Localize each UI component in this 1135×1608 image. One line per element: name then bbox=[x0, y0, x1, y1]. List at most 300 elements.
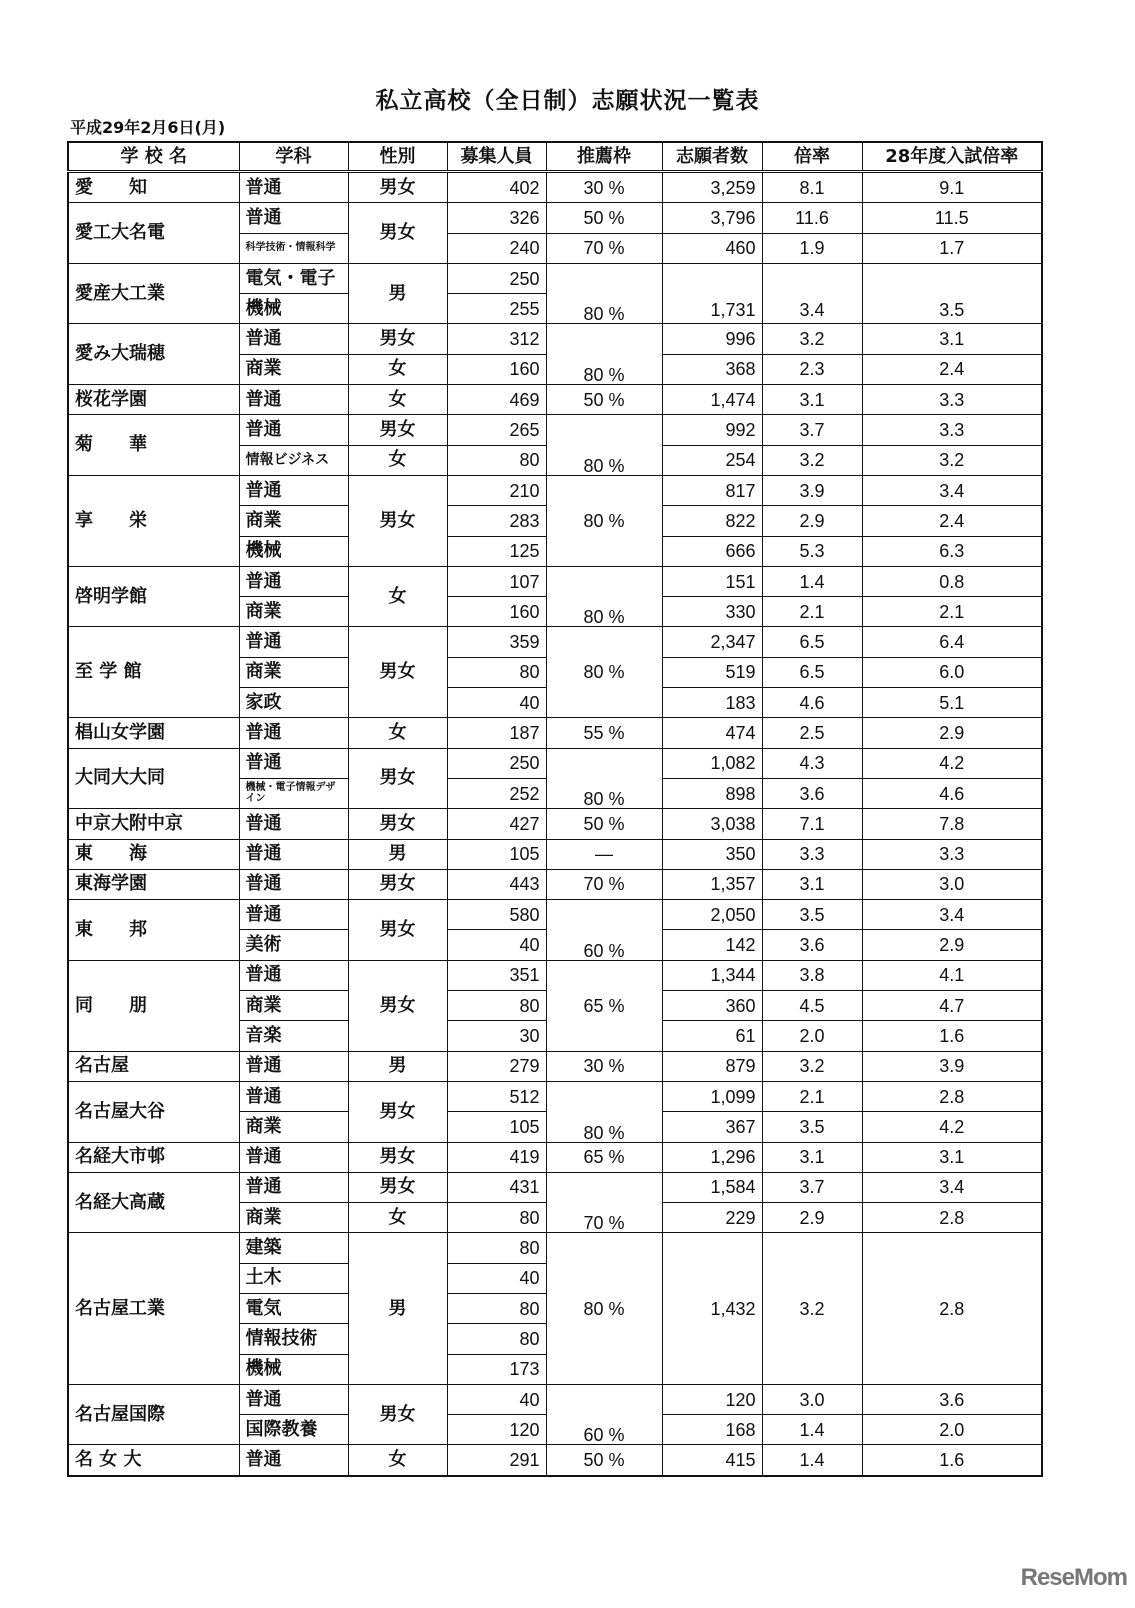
rate: 3.2 bbox=[762, 445, 862, 475]
dept: 商業 bbox=[239, 657, 348, 687]
prev-rate: 6.4 bbox=[862, 627, 1042, 657]
rate: 3.8 bbox=[762, 960, 862, 990]
applicants: 879 bbox=[662, 1051, 762, 1081]
rate: 3.5 bbox=[762, 1112, 862, 1142]
table-row bbox=[68, 172, 1042, 203]
capacity: 80 bbox=[447, 657, 546, 687]
capacity: 469 bbox=[447, 385, 546, 415]
capacity: 312 bbox=[447, 324, 546, 354]
col-rate: 倍率 bbox=[762, 142, 862, 172]
dept: 普通 bbox=[239, 415, 348, 445]
recommend: 60 % bbox=[546, 900, 662, 961]
rate: 3.2 bbox=[762, 1233, 862, 1384]
capacity: 173 bbox=[447, 1354, 546, 1384]
applicants: 474 bbox=[662, 718, 762, 748]
gender: 男 bbox=[348, 1233, 447, 1384]
prev-rate: 1.6 bbox=[862, 1445, 1042, 1476]
applicants: 3,259 bbox=[662, 172, 762, 203]
header-row bbox=[68, 142, 1042, 172]
rate: 3.7 bbox=[762, 415, 862, 445]
capacity: 250 bbox=[447, 748, 546, 778]
capacity: 279 bbox=[447, 1051, 546, 1081]
school-name: 中京大附中京 bbox=[68, 809, 239, 839]
applicants: 330 bbox=[662, 597, 762, 627]
capacity: 402 bbox=[447, 172, 546, 203]
table-row bbox=[68, 748, 1042, 778]
applicants: 3,796 bbox=[662, 203, 762, 233]
capacity: 210 bbox=[447, 475, 546, 505]
table-row bbox=[68, 960, 1042, 990]
gender: 男女 bbox=[348, 869, 447, 899]
recommend: 30 % bbox=[546, 172, 662, 203]
applicants: 368 bbox=[662, 354, 762, 384]
capacity: 80 bbox=[447, 991, 546, 1021]
prev-rate: 5.1 bbox=[862, 688, 1042, 718]
applicants: 120 bbox=[662, 1384, 762, 1414]
recommend: 50 % bbox=[546, 1445, 662, 1476]
prev-rate: 4.1 bbox=[862, 960, 1042, 990]
recommend: 65 % bbox=[546, 1142, 662, 1172]
dept: 普通 bbox=[239, 839, 348, 869]
rate: 4.5 bbox=[762, 991, 862, 1021]
applicants: 992 bbox=[662, 415, 762, 445]
rate: 2.9 bbox=[762, 1203, 862, 1233]
dept: 普通 bbox=[239, 203, 348, 233]
applicants: 666 bbox=[662, 536, 762, 566]
rate: 2.3 bbox=[762, 354, 862, 384]
rate: 4.6 bbox=[762, 688, 862, 718]
applicants: 996 bbox=[662, 324, 762, 354]
gender: 女 bbox=[348, 385, 447, 415]
table-row bbox=[68, 1445, 1042, 1476]
applicants: 3,038 bbox=[662, 809, 762, 839]
school-name: 名古屋 bbox=[68, 1051, 239, 1081]
applicants: 1,082 bbox=[662, 748, 762, 778]
dept: 建築 bbox=[239, 1233, 348, 1263]
gender: 男女 bbox=[348, 900, 447, 961]
school-name: 名 女 大 bbox=[68, 1445, 239, 1476]
capacity: 427 bbox=[447, 809, 546, 839]
applicants: 817 bbox=[662, 475, 762, 505]
col-recommend: 推薦枠 bbox=[546, 142, 662, 172]
dept: 情報ビジネス bbox=[239, 445, 348, 475]
capacity: 80 bbox=[447, 1233, 546, 1263]
prev-rate: 3.3 bbox=[862, 385, 1042, 415]
capacity: 80 bbox=[447, 1203, 546, 1233]
table-row bbox=[68, 900, 1042, 930]
dept: 普通 bbox=[239, 566, 348, 596]
dept: 商業 bbox=[239, 1203, 348, 1233]
dept: 情報技術 bbox=[239, 1324, 348, 1354]
gender: 男女 bbox=[348, 1172, 447, 1202]
table-row bbox=[68, 1172, 1042, 1202]
capacity: 160 bbox=[447, 597, 546, 627]
capacity: 40 bbox=[447, 930, 546, 960]
dept: 普通 bbox=[239, 385, 348, 415]
prev-rate: 3.1 bbox=[862, 324, 1042, 354]
recommend: 55 % bbox=[546, 718, 662, 748]
prev-rate: 3.4 bbox=[862, 1172, 1042, 1202]
resemom-logo: ReseMom bbox=[1020, 1564, 1127, 1591]
dept: 電気 bbox=[239, 1293, 348, 1323]
dept: 商業 bbox=[239, 354, 348, 384]
dept: 普通 bbox=[239, 809, 348, 839]
table-row bbox=[68, 203, 1042, 233]
table-row bbox=[68, 1384, 1042, 1414]
applicants: 898 bbox=[662, 778, 762, 808]
dept: 普通 bbox=[239, 1172, 348, 1202]
dept: 普通 bbox=[239, 900, 348, 930]
rate: 1.4 bbox=[762, 566, 862, 596]
capacity: 120 bbox=[447, 1415, 546, 1445]
table-row bbox=[68, 1233, 1042, 1263]
rate: 2.1 bbox=[762, 1081, 862, 1111]
school-name: 大同大大同 bbox=[68, 748, 239, 809]
capacity: 252 bbox=[447, 778, 546, 808]
table-row bbox=[68, 869, 1042, 899]
capacity: 291 bbox=[447, 1445, 546, 1476]
prev-rate: 11.5 bbox=[862, 203, 1042, 233]
school-name: 愛産大工業 bbox=[68, 263, 239, 324]
gender: 女 bbox=[348, 354, 447, 384]
applicants: 350 bbox=[662, 839, 762, 869]
prev-rate: 9.1 bbox=[862, 172, 1042, 203]
recommend: 65 % bbox=[546, 960, 662, 1051]
school-name: 東海学園 bbox=[68, 869, 239, 899]
school-name: 至 学 館 bbox=[68, 627, 239, 718]
dept: 普通 bbox=[239, 869, 348, 899]
capacity: 80 bbox=[447, 1293, 546, 1323]
rate: 3.6 bbox=[762, 930, 862, 960]
recommend: 50 % bbox=[546, 809, 662, 839]
capacity: 107 bbox=[447, 566, 546, 596]
dept: 商業 bbox=[239, 991, 348, 1021]
table-row bbox=[68, 627, 1042, 657]
applicants: 183 bbox=[662, 688, 762, 718]
dept: 普通 bbox=[239, 1142, 348, 1172]
prev-rate: 3.2 bbox=[862, 445, 1042, 475]
capacity: 80 bbox=[447, 1324, 546, 1354]
prev-rate: 2.1 bbox=[862, 597, 1042, 627]
recommend: 70 % bbox=[546, 233, 662, 263]
applicants: 1,344 bbox=[662, 960, 762, 990]
gender: 男女 bbox=[348, 475, 447, 566]
rate: 3.0 bbox=[762, 1384, 862, 1414]
rate: 2.5 bbox=[762, 718, 862, 748]
table-row bbox=[68, 809, 1042, 839]
recommend: — bbox=[546, 839, 662, 869]
table-row bbox=[68, 475, 1042, 505]
school-name: 名古屋工業 bbox=[68, 1233, 239, 1384]
capacity: 283 bbox=[447, 506, 546, 536]
school-name: 名古屋大谷 bbox=[68, 1081, 239, 1142]
dept: 普通 bbox=[239, 1384, 348, 1414]
gender: 男 bbox=[348, 263, 447, 324]
gender: 女 bbox=[348, 566, 447, 627]
gender: 男女 bbox=[348, 415, 447, 445]
school-name: 名古屋国際 bbox=[68, 1384, 239, 1445]
capacity: 105 bbox=[447, 1112, 546, 1142]
applicants: 2,347 bbox=[662, 627, 762, 657]
dept: 普通 bbox=[239, 627, 348, 657]
rate: 11.6 bbox=[762, 203, 862, 233]
rate: 3.7 bbox=[762, 1172, 862, 1202]
prev-rate: 3.1 bbox=[862, 1142, 1042, 1172]
capacity: 40 bbox=[447, 1263, 546, 1293]
col-dept: 学科 bbox=[239, 142, 348, 172]
dept: 普通 bbox=[239, 1445, 348, 1476]
prev-rate: 2.8 bbox=[862, 1233, 1042, 1384]
table-row bbox=[68, 263, 1042, 293]
rate: 1.4 bbox=[762, 1415, 862, 1445]
dept: 普通 bbox=[239, 1051, 348, 1081]
rate: 6.5 bbox=[762, 657, 862, 687]
gender: 男女 bbox=[348, 324, 447, 354]
capacity: 265 bbox=[447, 415, 546, 445]
prev-rate: 4.2 bbox=[862, 1112, 1042, 1142]
gender: 男女 bbox=[348, 1142, 447, 1172]
capacity: 125 bbox=[447, 536, 546, 566]
school-name: 愛 知 bbox=[68, 172, 239, 203]
page-title: 私立高校（全日制）志願状況一覧表 bbox=[375, 88, 760, 114]
school-name: 椙山女学園 bbox=[68, 718, 239, 748]
col-applicants: 志願者数 bbox=[662, 142, 762, 172]
recommend: 70 % bbox=[546, 1172, 662, 1233]
recommend: 50 % bbox=[546, 385, 662, 415]
recommend: 80 % bbox=[546, 263, 662, 324]
recommend: 50 % bbox=[546, 203, 662, 233]
capacity: 240 bbox=[447, 233, 546, 263]
gender: 男 bbox=[348, 1051, 447, 1081]
rate: 3.4 bbox=[762, 263, 862, 324]
dept: 商業 bbox=[239, 506, 348, 536]
gender: 女 bbox=[348, 1203, 447, 1233]
applicants: 1,296 bbox=[662, 1142, 762, 1172]
gender: 男女 bbox=[348, 203, 447, 264]
prev-rate: 4.7 bbox=[862, 991, 1042, 1021]
school-name: 享 栄 bbox=[68, 475, 239, 566]
gender: 女 bbox=[348, 718, 447, 748]
recommend: 80 % bbox=[546, 1081, 662, 1142]
prev-rate: 3.5 bbox=[862, 263, 1042, 324]
prev-rate: 3.4 bbox=[862, 900, 1042, 930]
applicants: 168 bbox=[662, 1415, 762, 1445]
gender: 男女 bbox=[348, 960, 447, 1051]
dept: 美術 bbox=[239, 930, 348, 960]
capacity: 40 bbox=[447, 688, 546, 718]
capacity: 580 bbox=[447, 900, 546, 930]
dept: 普通 bbox=[239, 324, 348, 354]
prev-rate: 4.2 bbox=[862, 748, 1042, 778]
school-name: 名経大市邨 bbox=[68, 1142, 239, 1172]
rate: 8.1 bbox=[762, 172, 862, 203]
table-row bbox=[68, 1081, 1042, 1111]
capacity: 419 bbox=[447, 1142, 546, 1172]
school-name: 東 海 bbox=[68, 839, 239, 869]
recommend: 80 % bbox=[546, 1233, 662, 1384]
prev-rate: 2.0 bbox=[862, 1415, 1042, 1445]
gender: 男女 bbox=[348, 809, 447, 839]
recommend: 80 % bbox=[546, 748, 662, 809]
recommend: 80 % bbox=[546, 627, 662, 718]
dept: 普通 bbox=[239, 1081, 348, 1111]
table-row bbox=[68, 1051, 1042, 1081]
gender: 男女 bbox=[348, 748, 447, 809]
capacity: 40 bbox=[447, 1384, 546, 1414]
prev-rate: 1.6 bbox=[862, 1021, 1042, 1051]
recommend: 80 % bbox=[546, 566, 662, 627]
applicants: 415 bbox=[662, 1445, 762, 1476]
gender: 男女 bbox=[348, 627, 447, 718]
capacity: 359 bbox=[447, 627, 546, 657]
col-capacity: 募集人員 bbox=[447, 142, 546, 172]
recommend: 80 % bbox=[546, 475, 662, 566]
rate: 6.5 bbox=[762, 627, 862, 657]
prev-rate: 3.9 bbox=[862, 1051, 1042, 1081]
rate: 2.1 bbox=[762, 597, 862, 627]
rate: 3.5 bbox=[762, 900, 862, 930]
capacity: 250 bbox=[447, 263, 546, 293]
school-name: 菊 華 bbox=[68, 415, 239, 476]
school-name: 愛み大瑞穂 bbox=[68, 324, 239, 385]
table-row bbox=[68, 1142, 1042, 1172]
dept: 家政 bbox=[239, 688, 348, 718]
col-school: 学 校 名 bbox=[68, 142, 239, 172]
capacity: 326 bbox=[447, 203, 546, 233]
dept: 普通 bbox=[239, 960, 348, 990]
table-row bbox=[68, 566, 1042, 596]
applicants: 142 bbox=[662, 930, 762, 960]
applicants: 460 bbox=[662, 233, 762, 263]
report-date: 平成29年2月6日(月) bbox=[70, 118, 226, 137]
prev-rate: 3.4 bbox=[862, 475, 1042, 505]
dept: 普通 bbox=[239, 718, 348, 748]
applicants: 1,357 bbox=[662, 869, 762, 899]
gender: 女 bbox=[348, 1445, 447, 1476]
rate: 3.2 bbox=[762, 324, 862, 354]
gender: 男女 bbox=[348, 1081, 447, 1142]
prev-rate: 2.8 bbox=[862, 1203, 1042, 1233]
applicants: 1,432 bbox=[662, 1233, 762, 1384]
prev-rate: 2.4 bbox=[862, 506, 1042, 536]
prev-rate: 2.9 bbox=[862, 930, 1042, 960]
capacity: 30 bbox=[447, 1021, 546, 1051]
recommend: 80 % bbox=[546, 324, 662, 385]
dept: 商業 bbox=[239, 597, 348, 627]
dept: 電気・電子 bbox=[239, 263, 348, 293]
school-name: 桜花学園 bbox=[68, 385, 239, 415]
prev-rate: 6.0 bbox=[862, 657, 1042, 687]
dept: 土木 bbox=[239, 1263, 348, 1293]
gender: 男女 bbox=[348, 1384, 447, 1445]
rate: 3.1 bbox=[762, 385, 862, 415]
applicants: 1,474 bbox=[662, 385, 762, 415]
rate: 3.6 bbox=[762, 778, 862, 808]
recommend: 70 % bbox=[546, 869, 662, 899]
rate: 3.2 bbox=[762, 1051, 862, 1081]
gender: 女 bbox=[348, 445, 447, 475]
dept: 機械 bbox=[239, 294, 348, 324]
dept: 音楽 bbox=[239, 1021, 348, 1051]
table-row bbox=[68, 718, 1042, 748]
prev-rate: 2.9 bbox=[862, 718, 1042, 748]
prev-rate: 3.3 bbox=[862, 415, 1042, 445]
prev-rate: 2.8 bbox=[862, 1081, 1042, 1111]
applicants: 822 bbox=[662, 506, 762, 536]
applicants: 519 bbox=[662, 657, 762, 687]
applicants: 1,731 bbox=[662, 263, 762, 324]
prev-rate: 0.8 bbox=[862, 566, 1042, 596]
dept: 機械 bbox=[239, 536, 348, 566]
rate: 1.4 bbox=[762, 1445, 862, 1476]
rate: 3.3 bbox=[762, 839, 862, 869]
applicants: 367 bbox=[662, 1112, 762, 1142]
school-name: 名経大高蔵 bbox=[68, 1172, 239, 1233]
applicants: 229 bbox=[662, 1203, 762, 1233]
capacity: 431 bbox=[447, 1172, 546, 1202]
rate: 2.0 bbox=[762, 1021, 862, 1051]
capacity: 80 bbox=[447, 445, 546, 475]
rate: 5.3 bbox=[762, 536, 862, 566]
applicants: 61 bbox=[662, 1021, 762, 1051]
dept: 商業 bbox=[239, 1112, 348, 1142]
rate: 4.3 bbox=[762, 748, 862, 778]
prev-rate: 3.6 bbox=[862, 1384, 1042, 1414]
prev-rate: 6.3 bbox=[862, 536, 1042, 566]
school-name: 啓明学館 bbox=[68, 566, 239, 627]
school-name: 愛工大名電 bbox=[68, 203, 239, 264]
capacity: 351 bbox=[447, 960, 546, 990]
table-row bbox=[68, 839, 1042, 869]
prev-rate: 7.8 bbox=[862, 809, 1042, 839]
capacity: 512 bbox=[447, 1081, 546, 1111]
prev-rate: 2.4 bbox=[862, 354, 1042, 384]
rate: 3.1 bbox=[762, 1142, 862, 1172]
rate: 7.1 bbox=[762, 809, 862, 839]
capacity: 105 bbox=[447, 839, 546, 869]
dept: 機械 bbox=[239, 1354, 348, 1384]
applicants: 1,099 bbox=[662, 1081, 762, 1111]
capacity: 255 bbox=[447, 294, 546, 324]
table-row bbox=[68, 324, 1042, 354]
prev-rate: 3.3 bbox=[862, 839, 1042, 869]
school-name: 東 邦 bbox=[68, 900, 239, 961]
rate: 2.9 bbox=[762, 506, 862, 536]
table-row bbox=[68, 385, 1042, 415]
recommend: 60 % bbox=[546, 1384, 662, 1445]
rate: 3.1 bbox=[762, 869, 862, 899]
capacity: 187 bbox=[447, 718, 546, 748]
applicants: 360 bbox=[662, 991, 762, 1021]
dept: 普通 bbox=[239, 748, 348, 778]
table-row bbox=[68, 415, 1042, 445]
prev-rate: 1.7 bbox=[862, 233, 1042, 263]
rate: 1.9 bbox=[762, 233, 862, 263]
prev-rate: 4.6 bbox=[862, 778, 1042, 808]
applicants: 1,584 bbox=[662, 1172, 762, 1202]
applicants: 254 bbox=[662, 445, 762, 475]
recommend: 80 % bbox=[546, 415, 662, 476]
dept: 普通 bbox=[239, 475, 348, 505]
dept: 科学技術・情報科学 bbox=[239, 233, 348, 263]
dept: 国際教養 bbox=[239, 1415, 348, 1445]
dept: 機械・電子情報デザイン bbox=[239, 778, 348, 808]
dept: 普通 bbox=[239, 172, 348, 203]
prev-rate: 3.0 bbox=[862, 869, 1042, 899]
capacity: 443 bbox=[447, 869, 546, 899]
capacity: 160 bbox=[447, 354, 546, 384]
applicants: 151 bbox=[662, 566, 762, 596]
